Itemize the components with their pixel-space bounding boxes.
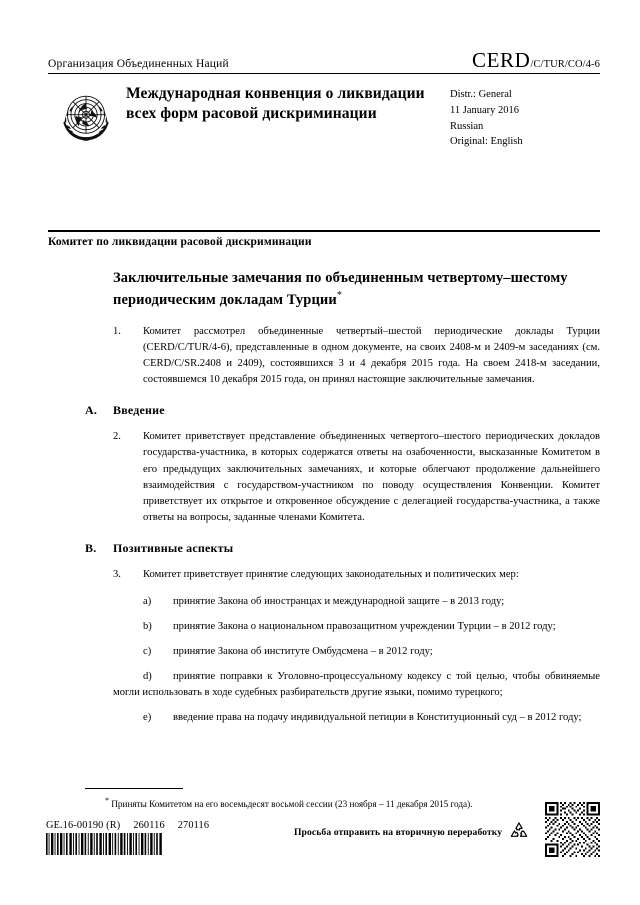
section-title: Введение (113, 403, 165, 418)
recycle-notice: Просьба отправить на вторичную переработку (294, 827, 503, 838)
footnote-text: Приняты Комитетом на его восемьдесят восьмой сессии (23 ноября – 11 декабря 2015 года). (111, 799, 473, 810)
recycling-symbol (508, 820, 530, 842)
paragraph-text: Комитет приветствует принятие следующих законодательных и политических мер: (143, 568, 519, 580)
list-item (113, 619, 600, 635)
section-heading-b (85, 541, 600, 556)
list-item (113, 669, 600, 701)
qr-code (545, 802, 600, 857)
list-item-letter: e) (143, 712, 152, 724)
list-item-letter: a) (143, 596, 152, 608)
paragraph-number: 3. (113, 568, 121, 580)
un-emblem (54, 84, 118, 148)
masthead (48, 50, 600, 150)
paragraph (113, 324, 600, 388)
document-symbol (472, 50, 600, 71)
list-item-text: принятие Закона о национальном правозащитном учреждении Турции – в 2012 году; (173, 621, 556, 633)
lettered-list (113, 594, 600, 727)
distribution-block (450, 83, 600, 150)
convention-title: Международная конвенция о ликвидации всех форм расовой дискриминации (126, 85, 425, 123)
list-item-text: принятие Закона об институте Омбудсмена – в 2012 году; (173, 646, 433, 658)
paragraph-text: Комитет приветствует представление объединенных четвертого–шестого периодических докладов государства-участника, в которых содержатся ответы на озабоченности, высказанные Комитетом в его предыдущих заключительных замечаниях, и которые облегчают продолжение дальнейшего взаимодействия с государством-участником по поводу осуществления Конвенции. Комитет приветствует их открытое и откровенное обсуждение с делегацией государства-участника, а также ответы на вопросы, заданные членами Комитета. (143, 431, 600, 523)
list-item-text: принятие поправки к Уголовно-процессуальному кодексу с той целью, чтобы обвиняемые могли использовать в ходе судебных разбирательств другие языки, помимо турецкого; (113, 671, 600, 699)
list-item-letter: d) (143, 671, 152, 683)
list-item-letter: c) (143, 646, 152, 658)
section-letter: B. (85, 540, 97, 555)
distribution-type: Distr.: General (450, 89, 512, 100)
list-item (113, 644, 600, 660)
date-code-1: 260116 (133, 820, 165, 831)
document-symbol-main: CERD (472, 48, 531, 72)
paragraph-number: 2. (113, 431, 121, 443)
list-item-text: принятие Закона об иностранцах и международной защите – в 2013 году; (173, 596, 505, 608)
list-item (113, 594, 600, 610)
distribution-original: Original: English (450, 136, 523, 148)
organization-name: Организация Объединенных Наций (48, 58, 229, 71)
title-footnote-marker: * (336, 289, 342, 301)
date-code-2: 270116 (177, 820, 210, 831)
list-item-text: введение права на подачу индивидуальной петиции в Конституционный суд – в 2012 году; (173, 712, 582, 724)
job-number (46, 820, 209, 831)
document-symbol-suffix: /C/TUR/CO/4-6 (530, 59, 600, 70)
section-heading-a (85, 403, 600, 418)
footnote (105, 795, 565, 811)
footnote-marker: * (105, 796, 109, 805)
document-body (85, 268, 600, 736)
header-divider (48, 230, 600, 232)
section-letter: A. (85, 403, 98, 418)
paragraph-text: Комитет рассмотрел объединенные четвертый–шестой периодические доклады Турции (CERD/C/TUR/4-6), представленные в одном документе, на своих 2408-м и 2409-м заседаниях (см. CERD/C/SR.2408 и 2409), состоявшихся 3 и 4 декабря 2015 года. На своем 2418-м заседании, состоявшемся 10 декабря 2015 года, он принял настоящие заключительные замечания. (143, 325, 600, 386)
paragraph (113, 567, 600, 583)
paragraph-number: 1. (113, 325, 121, 337)
paragraph (113, 429, 600, 526)
distribution-language: Russian (450, 120, 484, 132)
masthead-top-row (48, 50, 600, 73)
committee-name: Комитет по ликвидации расовой дискриминации (48, 236, 312, 248)
list-item (113, 710, 600, 726)
footnote-separator (85, 788, 183, 789)
section-title: Позитивные аспекты (113, 540, 234, 555)
barcode (46, 833, 164, 855)
page-title (113, 268, 600, 310)
masthead-body-row (48, 74, 600, 150)
page-title-text: Заключительные замечания по объединенным четвертому–шестому периодическим докладам Турции (113, 270, 568, 308)
distribution-date: 11 January 2016 (450, 104, 520, 116)
list-item-letter: b) (143, 621, 152, 633)
job-number-code: GE.16-00190 (R) (46, 820, 121, 831)
